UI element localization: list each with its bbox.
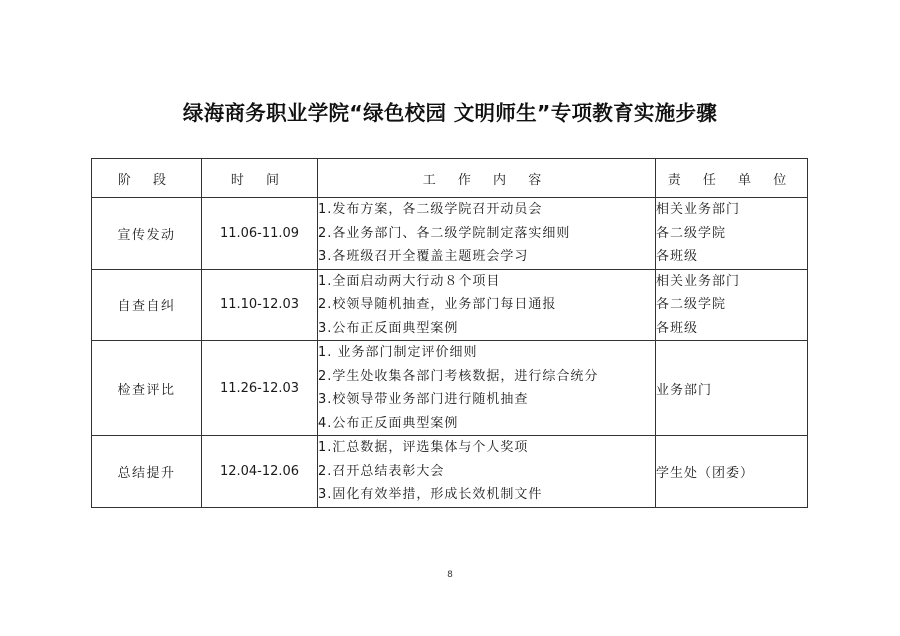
content-item: 3.公布正反面典型案例: [318, 320, 459, 336]
header-unit: 责 任 单 位: [656, 159, 808, 198]
content-item: 1.发布方案，各二级学院召开动员会: [318, 202, 543, 217]
table-row: [92, 341, 808, 436]
header-content: 工 作 内 容: [318, 159, 656, 198]
content-cell: [318, 436, 656, 508]
header-stage: 阶 段: [92, 159, 202, 198]
stage-cell: 检查评比: [92, 341, 202, 436]
time-cell: 11.10-12.03: [202, 269, 318, 341]
content-cell: [318, 269, 656, 341]
unit-item: 相关业务部门: [656, 273, 741, 289]
content-item: 2.各业务部门、各二级学院制定落实细则: [318, 225, 571, 241]
unit-item: 各班级: [656, 320, 699, 336]
content-item: 4.公布正反面典型案例: [318, 415, 459, 431]
time-cell: 12.04-12.06: [202, 436, 318, 508]
stage-cell: 自查自纠: [92, 269, 202, 341]
content-item: 2.召开总结表彰大会: [318, 463, 445, 479]
document-title: 绿海商务职业学院“绿色校园 文明师生”专项教育实施步骤: [182, 101, 718, 125]
unit-item: 各二级学院: [656, 225, 727, 241]
content-item: 1. 业务部门制定评价细则: [318, 345, 478, 360]
table-row: [92, 198, 808, 270]
content-item: 3.各班级召开全覆盖主题班会学习: [318, 249, 529, 264]
header-time: 时 间: [202, 159, 318, 198]
content-item: 1.汇总数据，评选集体与个人奖项: [318, 440, 529, 455]
unit-item: 相关业务部门: [656, 202, 741, 217]
unit-item: 各班级: [656, 249, 699, 264]
unit-cell: 业务部门: [656, 341, 808, 436]
stage-cell: 宣传发动: [92, 198, 202, 270]
table-row: [92, 436, 808, 508]
implementation-steps-table: [91, 158, 808, 508]
content-item: 2.校领导随机抽查，业务部门每日通报: [318, 297, 557, 312]
page-number: 8: [447, 570, 453, 580]
content-item: 1.全面启动两大行动８个项目: [318, 273, 501, 289]
content-item: 3.固化有效举措，形成长效机制文件: [318, 487, 543, 502]
stage-cell: 总结提升: [92, 436, 202, 508]
content-item: 2.学生处收集各部门考核数据，进行综合统分: [318, 368, 599, 384]
unit-item: 各二级学院: [656, 297, 727, 312]
content-item: 3.校领导带业务部门进行随机抽查: [318, 392, 529, 407]
table-header-row: [92, 159, 808, 198]
unit-cell: [656, 198, 808, 270]
table-row: [92, 269, 808, 341]
content-cell: [318, 198, 656, 270]
content-cell: [318, 341, 656, 436]
time-cell: 11.26-12.03: [202, 341, 318, 436]
unit-cell: [656, 269, 808, 341]
time-cell: 11.06-11.09: [202, 198, 318, 270]
unit-cell: 学生处（团委）: [656, 436, 808, 508]
